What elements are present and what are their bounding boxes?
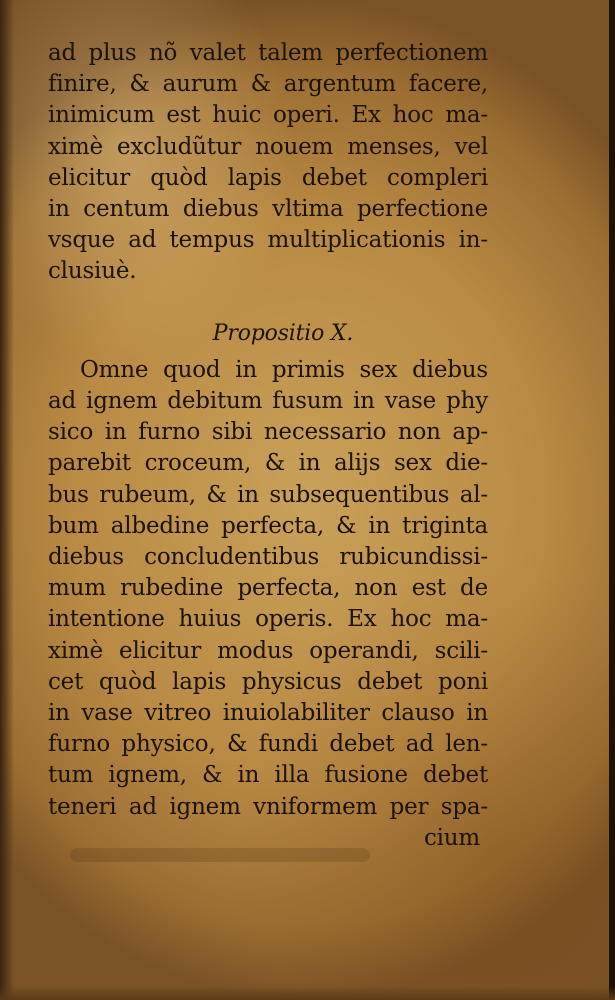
text-line: ximè excludũtur nouem menses, vel	[48, 133, 488, 160]
text-line: sico in furno sibi necessario non ap-	[48, 419, 488, 446]
text-line: intentione huius operis. Ex hoc ma-	[48, 606, 488, 633]
page-edge-left	[0, 0, 14, 1000]
text-line: mum rubedine perfecta, non est de	[48, 575, 488, 602]
text-line: clusiuè.	[48, 258, 137, 285]
text-line: furno physico, & fundi debet ad len-	[48, 731, 488, 758]
catchword: cium	[423, 824, 480, 851]
text-line: elicitur quòd lapis debet compleri	[48, 164, 488, 191]
text-line: in vase vitreo inuiolabiliter clauso in	[48, 700, 488, 727]
page-edge-bottom	[0, 986, 615, 1000]
text-line: parebit croceum, & in alijs sex die-	[48, 450, 488, 477]
section-heading: Propositio X.	[212, 320, 354, 346]
text-line: diebus concludentibus rubicundissi-	[48, 544, 488, 571]
text-line: cet quòd lapis physicus debet poni	[48, 668, 488, 695]
text-block	[48, 38, 488, 854]
text-line: ad plus nõ valet talem perfectionem	[48, 40, 488, 66]
paragraph-one	[48, 38, 488, 288]
text-line: vsque ad tempus multiplicationis in-	[48, 227, 488, 254]
page-edge-right	[609, 0, 615, 1000]
text-line: Omne quod in primis sex diebus	[80, 356, 488, 383]
text-line: bus rubeum, & in subsequentibus al-	[48, 481, 488, 508]
text-line: teneri ad ignem vniformem per spa-	[48, 793, 488, 820]
text-line: tum ignem, & in illa fusione debet	[48, 762, 488, 789]
text-line: inimicum est huic operi. Ex hoc ma-	[48, 102, 488, 129]
text-line: in centum diebus vltima perfectione	[48, 196, 488, 223]
text-line: ximè elicitur modus operandi, scili-	[48, 637, 488, 664]
paragraph-two	[48, 355, 488, 823]
text-line: ad ignem debitum fusum in vase phy	[48, 388, 488, 415]
text-line: bum albedine perfecta, & in triginta	[48, 512, 488, 539]
text-line: finire, & aurum & argentum facere,	[48, 71, 488, 98]
